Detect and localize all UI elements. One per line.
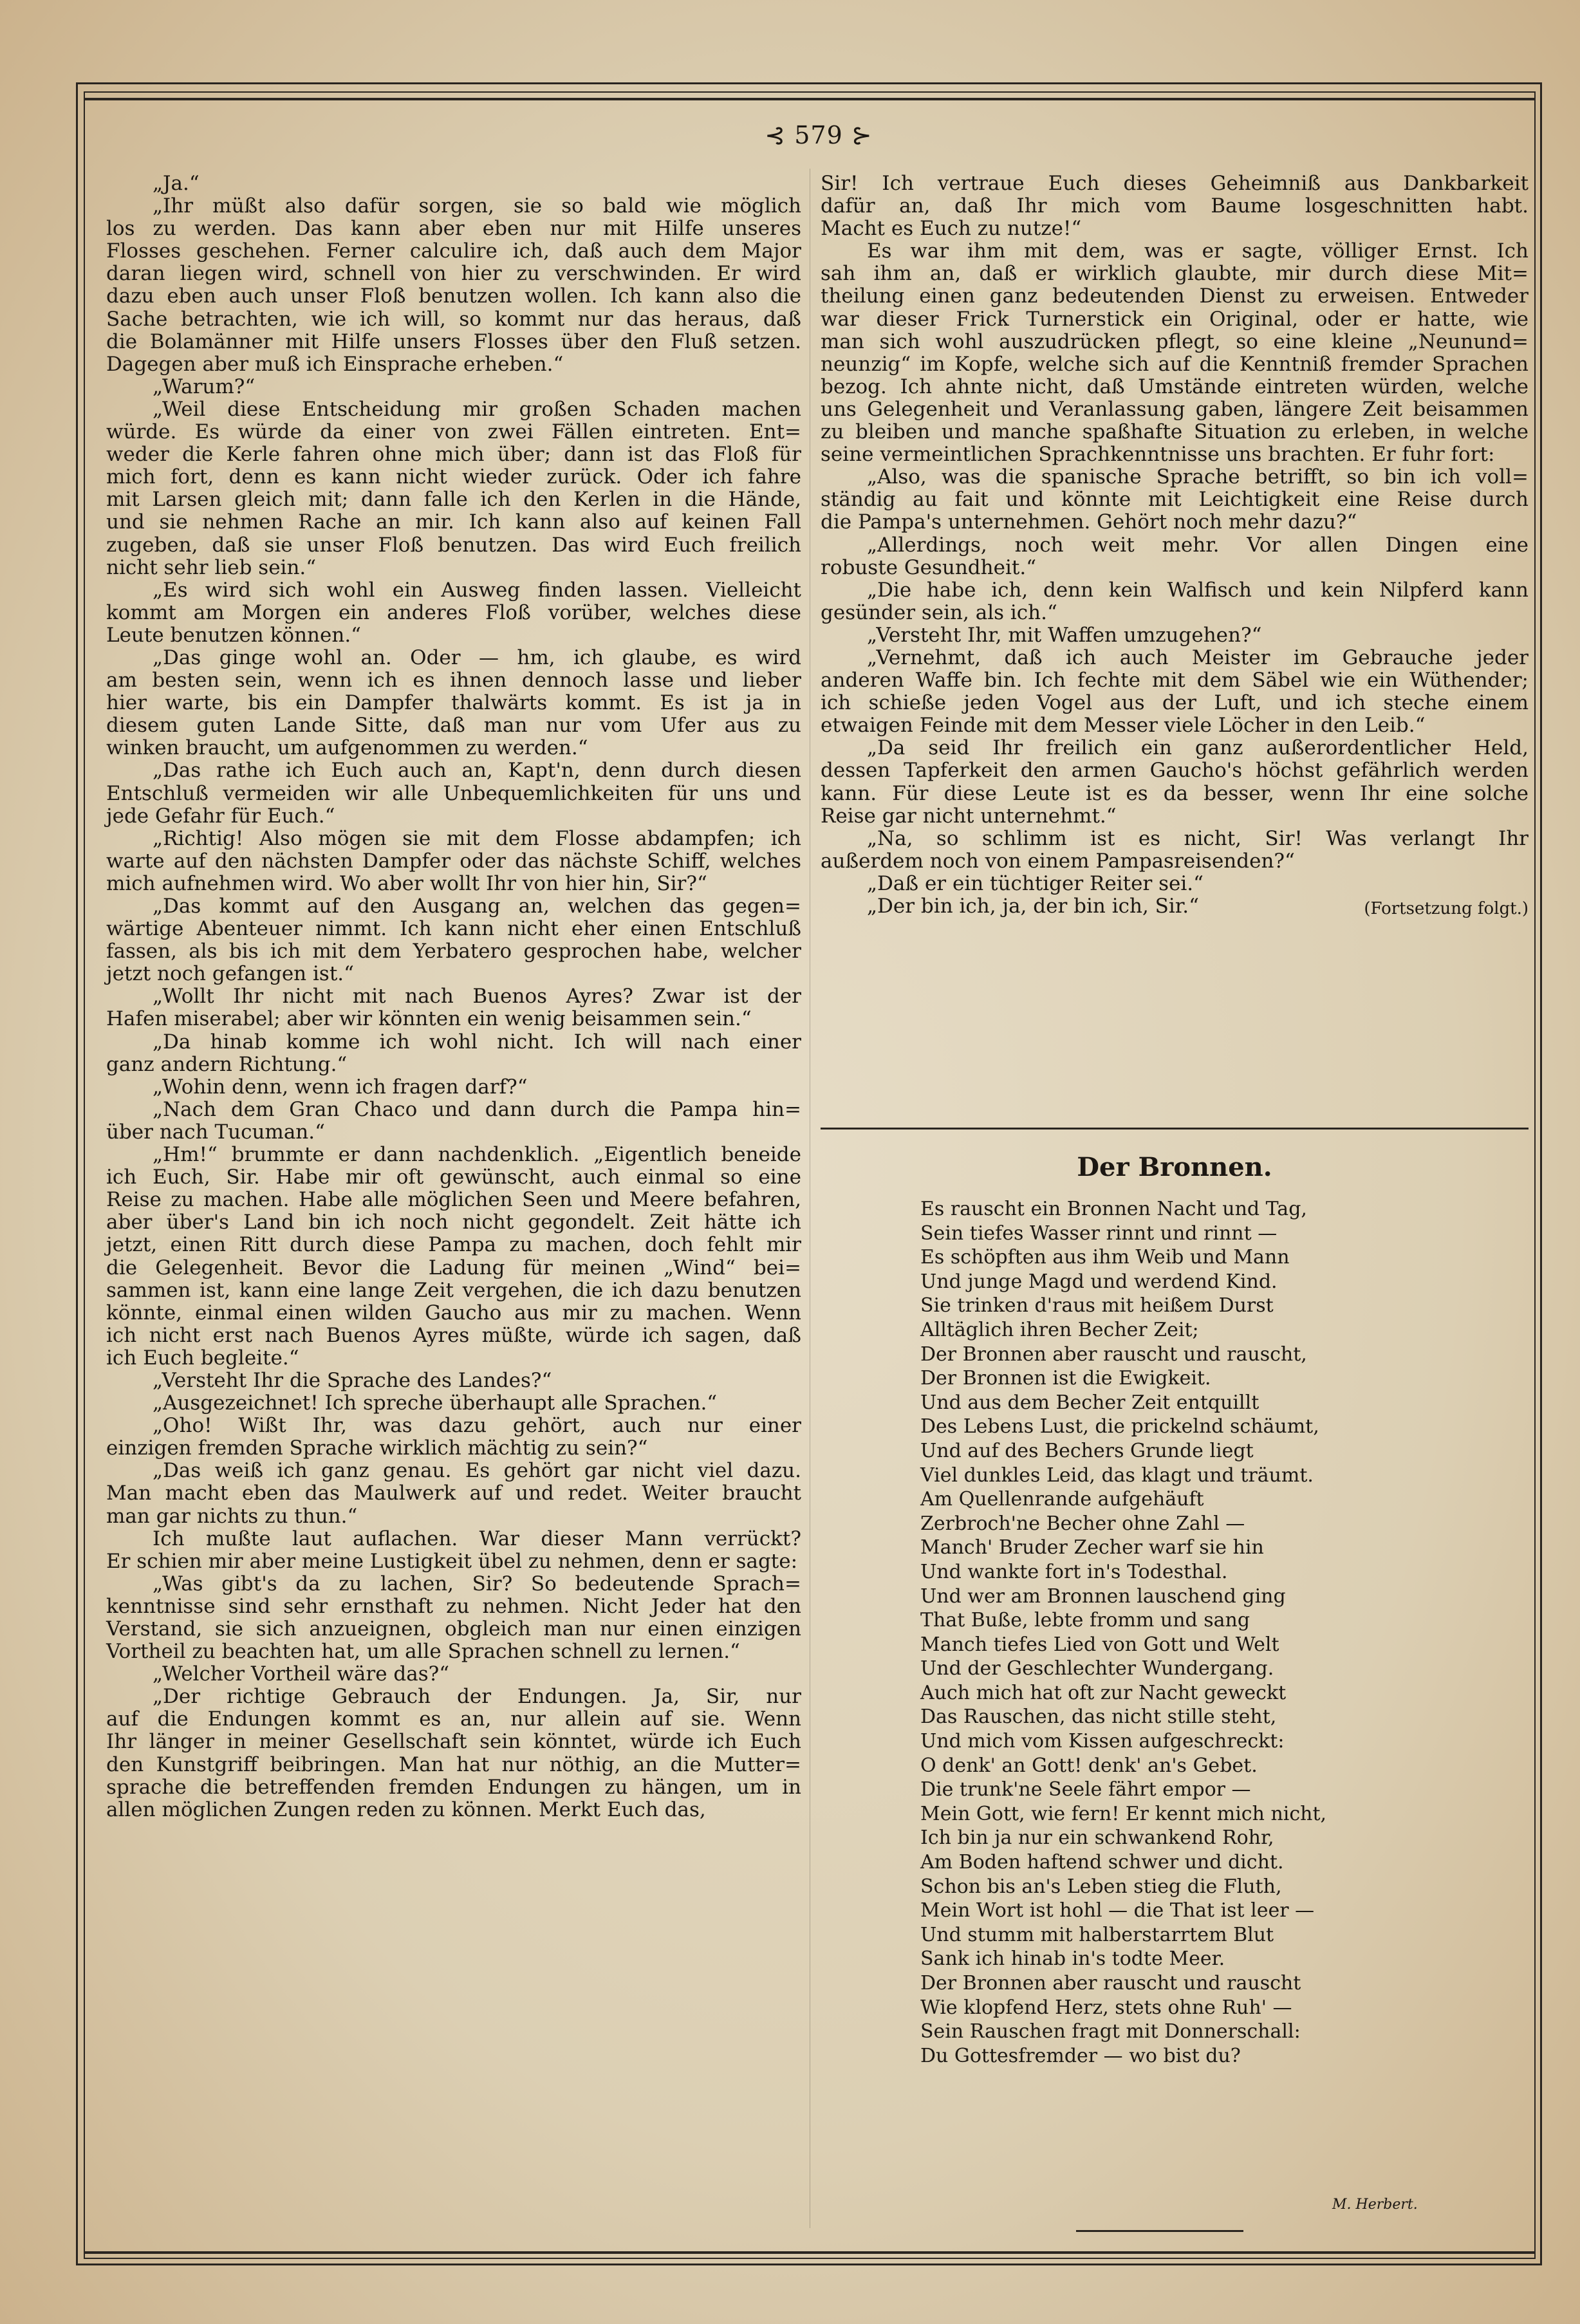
text-line: Entschluß vermeiden wir alle Unbequemlichkeiten für uns und xyxy=(106,781,801,805)
text-line: jede Gefahr für Euch.“ xyxy=(106,804,335,828)
text-line: einzigen fremden Sprache wirklich mächtig zu sein?“ xyxy=(106,1436,648,1460)
text-line: Ihr länger in meiner Gesellschaft sein könntet, würde ich Euch xyxy=(106,1730,801,1754)
poem-author: M. Herbert. xyxy=(1332,2197,1418,2213)
page-number-value: 579 xyxy=(794,121,843,149)
text-line: Reise gar nicht unternehmt.“ xyxy=(821,804,1117,828)
text-line: ganz andern Richtung.“ xyxy=(106,1052,348,1076)
text-line: den Kunstgriff beibringen. Man hat nur nöthig, an die Mutter= xyxy=(106,1752,801,1776)
ornament-left-icon: ⊰ xyxy=(765,121,786,149)
end-rule xyxy=(1076,2230,1243,2232)
text-line: winken braucht, um aufgenommen zu werden.“ xyxy=(106,736,588,760)
text-line: ich nicht erst nach Buenos Ayres müßte, würde ich sagen, daß xyxy=(106,1323,801,1347)
text-line: „Der bin ich, ja, der bin ich, Sir.“ xyxy=(867,895,1199,918)
poem-line: Manch tiefes Lied von Gott und Welt xyxy=(920,1633,1279,1656)
text-line: man sich wohl auszudrücken pflegt, so eine kleine „Neunund= xyxy=(821,330,1529,353)
left-column xyxy=(106,172,801,1821)
text-line: Leute benutzen können.“ xyxy=(106,623,362,647)
poem-line: Es schöpften aus ihm Weib und Mann xyxy=(920,1246,1290,1269)
text-line: „Oho! Wißt Ihr, was dazu gehört, auch nur einer xyxy=(153,1414,801,1438)
text-line: „Was gibt's da zu lachen, Sir? So bedeutende Sprach= xyxy=(153,1572,801,1595)
text-line: „Hm!“ brummte er dann nachdenklich. „Eigentlich beneide xyxy=(153,1143,801,1167)
page-number xyxy=(725,121,912,149)
poem-line: Alltäglich ihren Becher Zeit; xyxy=(920,1318,1199,1341)
paragraph xyxy=(821,647,1529,737)
text-line: Dagegen aber muß ich Einsprache erheben.“ xyxy=(106,352,564,376)
paragraph xyxy=(106,1415,801,1460)
text-line: etwaigen Feinde mit dem Messer viele Löcher in den Leib.“ xyxy=(821,714,1426,738)
section-divider xyxy=(821,1128,1529,1129)
ornament-right-icon: ⊱ xyxy=(851,121,873,149)
text-line: neunzig“ im Kopfe, welche sich auf die Kenntniß fremder Sprachen xyxy=(821,352,1529,376)
text-line: Es war ihm mit dem, was er sagte, völliger Ernst. Ich xyxy=(867,239,1529,263)
poem-line: Der Bronnen aber rauscht und rauscht xyxy=(920,1972,1301,1994)
text-line: kenntnisse sind sehr ernsthaft zu nehmen. Nicht Jeder hat den xyxy=(106,1594,801,1618)
text-line: „Da hinab komme ich wohl nicht. Ich will nach einer xyxy=(153,1030,801,1054)
poem-line: Und auf des Bechers Grunde liegt xyxy=(920,1439,1254,1462)
text-line: seine vermeintlichen Sprachkenntnisse uns brachten. Er fuhr fort: xyxy=(821,443,1495,467)
text-line: „Da seid Ihr freilich ein ganz außerordentlicher Held, xyxy=(867,736,1529,760)
text-line: „Die habe ich, denn kein Walfisch und kein Nilpferd kann xyxy=(867,578,1529,602)
text-line: die Gelegenheit. Bevor die Ladung für meinen „Wind“ bei= xyxy=(106,1256,801,1279)
text-line: robuste Gesundheit.“ xyxy=(821,555,1037,579)
text-line: mich fort, denn es kann nicht wieder zurück. Oder ich fahre xyxy=(106,465,801,489)
text-line: Vortheil zu beachten hat, um alle Sprachen schnell zu lernen.“ xyxy=(106,1640,740,1664)
paragraph xyxy=(106,195,801,376)
text-line: am besten sein, wenn ich es ihnen dennoch lasse und lieber xyxy=(106,669,801,693)
continuation-note: (Fortsetzung folgt.) xyxy=(1364,899,1529,918)
text-line: Hafen miserabel; aber wir könnten ein wenig beisammen sein.“ xyxy=(106,1007,752,1031)
poem-line: Und wer am Bronnen lauschend ging xyxy=(920,1585,1286,1608)
text-line: „Richtig! Also mögen sie mit dem Flosse abdampfen; ich xyxy=(153,826,801,850)
poem-line: Mein Gott, wie fern! Er kennt mich nicht, xyxy=(920,1802,1327,1825)
text-line: „Ja.“ xyxy=(153,172,200,195)
text-line: die Pampa's unternehmen. Gehört noch mehr dazu?“ xyxy=(821,510,1357,534)
text-line: dazu eben auch unser Floß benutzen wollen. Ich kann also die xyxy=(106,284,801,308)
paragraph xyxy=(106,1370,801,1392)
text-line: „Das ginge wohl an. Oder — hm, ich glaube, es wird xyxy=(153,646,801,669)
paragraph xyxy=(821,579,1529,624)
paragraph xyxy=(106,1144,801,1370)
poem-line: Manch' Bruder Zecher warf sie hin xyxy=(920,1536,1264,1559)
poem-line: Und mich vom Kissen aufgeschreckt: xyxy=(920,1730,1285,1753)
text-line: „Nach dem Gran Chaco und dann durch die Pampa hin= xyxy=(153,1097,801,1121)
text-line: außerdem noch von einem Pampasreisenden?“ xyxy=(821,849,1295,873)
paragraph xyxy=(106,398,801,579)
text-line: Flosses geschehen. Ferner calculire ich, daß auch dem Major xyxy=(106,239,801,263)
paragraph xyxy=(821,873,1529,895)
paragraph xyxy=(821,240,1529,466)
text-line: anderen Waffe bin. Ich fechte mit dem Säbel wie ein Wüthender; xyxy=(821,669,1529,693)
text-line: hier warte, bis ein Dampfer thalwärts kommt. Es ist ja in xyxy=(106,691,801,715)
paragraph xyxy=(106,828,801,895)
top-double-rule xyxy=(84,98,1536,100)
text-line: und sie nehmen Rache an mir. Ich kann also auf keinen Fall xyxy=(106,510,801,534)
poem-line: Das Rauschen, das nicht stille steht, xyxy=(920,1706,1277,1729)
text-line: uns Gelegenheit und Veranlassung gaben, längere Zeit beisammen xyxy=(821,397,1529,421)
text-line: könnte, einmal einen wilden Gaucho aus mir zu machen. Wenn xyxy=(106,1301,801,1325)
text-line: auf die Endungen kommt es an, nur allein auf sie. Wenn xyxy=(106,1707,801,1731)
text-line: die Bolamänner mit Hilfe unsers Flosses über den Fluß setzen. xyxy=(106,330,801,353)
poem-line: Auch mich hat oft zur Nacht geweckt xyxy=(920,1681,1287,1704)
text-line: mit Larsen gleich mit; dann falle ich den Kerlen in die Hände, xyxy=(106,488,801,512)
text-line: „Also, was die spanische Sprache betrifft, so bin ich voll= xyxy=(867,465,1529,489)
text-line: dafür an, daß Ihr mich vom Baume losgeschnitten habt. xyxy=(821,194,1529,218)
poem-line: Sie trinken d'raus mit heißem Durst xyxy=(920,1294,1274,1317)
text-line: Er schien mir aber meine Lustigkeit übel zu nehmen, denn er sagte: xyxy=(106,1549,798,1573)
text-line: „Wollt Ihr nicht mit nach Buenos Ayres? Zwar ist der xyxy=(153,985,801,1009)
poem-line: Und junge Magd und werdend Kind. xyxy=(920,1270,1278,1293)
paragraph xyxy=(821,828,1529,873)
text-line: „Ausgezeichnet! Ich spreche überhaupt alle Sprachen.“ xyxy=(153,1391,718,1415)
text-line: zugeben, daß sie unser Floß benutzen. Das wird Euch freilich xyxy=(106,533,801,557)
text-line: bezog. Ich ahnte nicht, daß Umstände eintreten würden, welche xyxy=(821,375,1529,398)
poem-line: Am Boden haftend schwer und dicht. xyxy=(920,1851,1284,1874)
poem-line: Und aus dem Becher Zeit entquillt xyxy=(920,1391,1259,1414)
text-line: diesem guten Lande Sitte, daß man nur vom Ufer aus zu xyxy=(106,714,801,738)
poem-line: Mein Wort ist hohl — die That ist leer — xyxy=(920,1899,1315,1922)
text-line: man gar nichts zu thun.“ xyxy=(106,1504,358,1528)
text-line: Macht es Euch zu nutze!“ xyxy=(821,217,1082,241)
text-line: Verstand, sie sich anzueignen, obgleich man nur einen einzigen xyxy=(106,1617,801,1641)
text-line: „Na, so schlimm ist es nicht, Sir! Was verlangt Ihr xyxy=(867,826,1529,850)
bottom-double-rule xyxy=(84,2251,1536,2254)
text-line: ich schieße jeden Vogel aus der Luft, und ich steche einem xyxy=(821,691,1529,715)
text-line: über nach Tucuman.“ xyxy=(106,1120,325,1144)
text-line: „Das kommt auf den Ausgang an, welchen das gegen= xyxy=(153,895,801,918)
paragraph xyxy=(106,1663,801,1686)
text-line: „Weil diese Entscheidung mir großen Schaden machen xyxy=(153,397,801,421)
text-line: „Daß er ein tüchtiger Reiter sei.“ xyxy=(867,871,1204,895)
text-line: „Es wird sich wohl ein Ausweg finden lassen. Vielleicht xyxy=(153,578,801,602)
paragraph xyxy=(106,759,801,827)
text-line: aber über's Land bin ich noch nicht gegondelt. Zeit hätte ich xyxy=(106,1211,801,1234)
text-line: wärtige Abenteuer nimmt. Ich kann nicht eher einen Entschluß xyxy=(106,917,801,941)
text-line: „Das weiß ich ganz genau. Es gehört gar nicht viel dazu. xyxy=(153,1459,801,1483)
text-line: warte auf den nächsten Dampfer oder das nächste Schiff, welches xyxy=(106,849,801,873)
text-line: „Versteht Ihr, mit Waffen umzugehen?“ xyxy=(867,623,1262,647)
poem-line: Die trunk'ne Seele fährt empor — xyxy=(920,1778,1251,1801)
paragraph xyxy=(106,647,801,759)
text-line: „Wohin denn, wenn ich fragen darf?“ xyxy=(153,1075,528,1099)
text-line: sammen ist, kann eine lange Zeit vergehen, die ich dazu benutzen xyxy=(106,1278,801,1302)
text-line: Ich mußte laut auflachen. War dieser Mann verrückt? xyxy=(153,1527,801,1550)
text-line: „Das rathe ich Euch auch an, Kapt'n, denn durch diesen xyxy=(153,759,801,783)
poem-line: Und stumm mit halberstarrtem Blut xyxy=(920,1923,1274,1946)
poem-line: Schon bis an's Leben stieg die Fluth, xyxy=(920,1875,1282,1898)
poem-line: Am Quellenrande aufgehäuft xyxy=(920,1488,1204,1511)
paragraph xyxy=(106,1076,801,1099)
text-line: Reise zu machen. Habe alle möglichen Seen und Meere befahren, xyxy=(106,1188,801,1212)
poem-line: Der Bronnen aber rauscht und rauscht, xyxy=(920,1343,1307,1366)
text-line: kann. Für diese Leute ist es da besser, wenn Ihr eine solche xyxy=(821,781,1529,805)
poem-line: Und wankte fort in's Todesthal. xyxy=(920,1560,1228,1583)
text-line: nicht sehr lieb sein.“ xyxy=(106,555,317,579)
poem-line: Es rauscht ein Bronnen Nacht und Tag, xyxy=(920,1198,1307,1220)
poem-line: Sein tiefes Wasser rinnt und rinnt — xyxy=(920,1222,1278,1245)
poem-line: Des Lebens Lust, die prickelnd schäumt, xyxy=(920,1415,1319,1438)
text-line: jetzt, einen Ritt durch diese Pampa zu machen, doch fehlt mir xyxy=(106,1233,801,1257)
poem-line: O denk' an Gott! denk' an's Gebet. xyxy=(920,1754,1258,1777)
text-line: sprache die betreffenden fremden Endungen zu hängen, um in xyxy=(106,1775,801,1799)
text-line: zu bleiben und manche spaßhafte Situation zu erleben, in welche xyxy=(821,420,1529,444)
text-line: gesünder sein, als ich.“ xyxy=(821,600,1057,624)
paragraph xyxy=(821,895,1529,918)
poem-line: Zerbroch'ne Becher ohne Zahl — xyxy=(920,1512,1245,1535)
paragraph xyxy=(821,624,1529,647)
paragraph xyxy=(106,1686,801,1821)
text-line: daran liegen wird, schnell von hier zu verschwinden. Er wird xyxy=(106,262,801,286)
paragraph xyxy=(821,172,1529,240)
text-line: sah ihm an, daß er wirklich glaubte, mir durch diese Mit= xyxy=(821,262,1529,286)
paragraph xyxy=(106,1460,801,1527)
text-line: war dieser Frick Turnerstick ein Original, oder er hatte, wie xyxy=(821,307,1529,331)
text-line: kommt am Morgen ein anderes Floß vorüber, welches diese xyxy=(106,600,801,624)
text-line: fassen, als bis ich mit dem Yerbatero gesprochen habe, welcher xyxy=(106,940,801,963)
text-line: mich aufnehmen wird. Wo aber wollt Ihr von hier hin, Sir?“ xyxy=(106,871,707,895)
paragraph xyxy=(106,579,801,647)
text-line: „Warum?“ xyxy=(153,375,256,398)
poem-line: Du Gottesfremder — wo bist du? xyxy=(920,2044,1241,2067)
text-line: allen möglichen Zungen reden zu können. Merkt Euch das, xyxy=(106,1798,706,1821)
poem-line: Und der Geschlechter Wundergang. xyxy=(920,1657,1274,1680)
paragraph xyxy=(821,737,1529,827)
paragraph xyxy=(106,1031,801,1076)
poem-line: Der Bronnen ist die Ewigkeit. xyxy=(920,1367,1211,1390)
paragraph xyxy=(106,172,801,195)
text-line: „Allerdings, noch weit mehr. Vor allen Dingen eine xyxy=(867,533,1529,557)
poem-line: Wie klopfend Herz, stets ohne Ruh' — xyxy=(920,1996,1292,2019)
poem-title: Der Bronnen. xyxy=(1077,1152,1272,1182)
text-line: „Welcher Vortheil wäre das?“ xyxy=(153,1662,450,1686)
poem-line: Ich bin ja nur ein schwankend Rohr, xyxy=(920,1827,1274,1850)
paragraph xyxy=(821,466,1529,534)
text-line: Man macht eben das Maulwerk auf und redet. Weiter braucht xyxy=(106,1482,801,1505)
paragraph xyxy=(106,985,801,1030)
text-line: jetzt noch gefangen ist.“ xyxy=(106,962,354,986)
poem-body xyxy=(920,1197,1326,2068)
text-line: würde. Es würde da einer von zwei Fällen eintreten. Ent= xyxy=(106,420,801,444)
text-line: los zu werden. Das kann aber eben nur mit Hilfe unseres xyxy=(106,217,801,241)
text-line: „Vernehmt, daß ich auch Meister im Gebrauche jeder xyxy=(867,646,1529,669)
text-line: „Der richtige Gebrauch der Endungen. Ja, Sir, nur xyxy=(153,1685,801,1709)
text-line: Sache betrachten, wie ich will, so kommt nur das heraus, daß xyxy=(106,307,801,331)
poem-line: That Buße, lebte fromm und sang xyxy=(920,1609,1250,1632)
poem-line: Sein Rauschen fragt mit Donnerschall: xyxy=(920,2020,1301,2043)
text-line: ich Euch, Sir. Habe mir oft gewünscht, auch einmal so eine xyxy=(106,1166,801,1189)
paragraph xyxy=(106,895,801,985)
text-line: ständig au fait und könnte mit Leichtigkeit eine Reise durch xyxy=(821,488,1529,512)
right-column xyxy=(821,172,1529,920)
paragraph xyxy=(106,1392,801,1415)
paragraph xyxy=(106,1528,801,1573)
text-line: „Ihr müßt also dafür sorgen, sie so bald wie möglich xyxy=(153,194,801,218)
poem-line: Sank ich hinab in's todte Meer. xyxy=(920,1948,1225,1971)
text-line: „Versteht Ihr die Sprache des Landes?“ xyxy=(153,1368,552,1392)
paragraph xyxy=(106,1573,801,1663)
text-line: theilung einen ganz bedeutenden Dienst zu erweisen. Entweder xyxy=(821,284,1529,308)
text-line: weder die Kerle fahren ohne mich über; dann ist das Floß für xyxy=(106,443,801,467)
text-line: dessen Tapferkeit den armen Gaucho's höchst gefährlich werden xyxy=(821,759,1529,783)
paragraph xyxy=(821,534,1529,579)
text-line: Sir! Ich vertraue Euch dieses Geheimniß aus Dankbarkeit xyxy=(821,172,1529,195)
paragraph xyxy=(106,376,801,398)
paragraph xyxy=(106,1099,801,1144)
text-line: ich Euch begleite.“ xyxy=(106,1346,299,1370)
poem-line: Viel dunkles Leid, das klagt und träumt. xyxy=(920,1464,1314,1487)
